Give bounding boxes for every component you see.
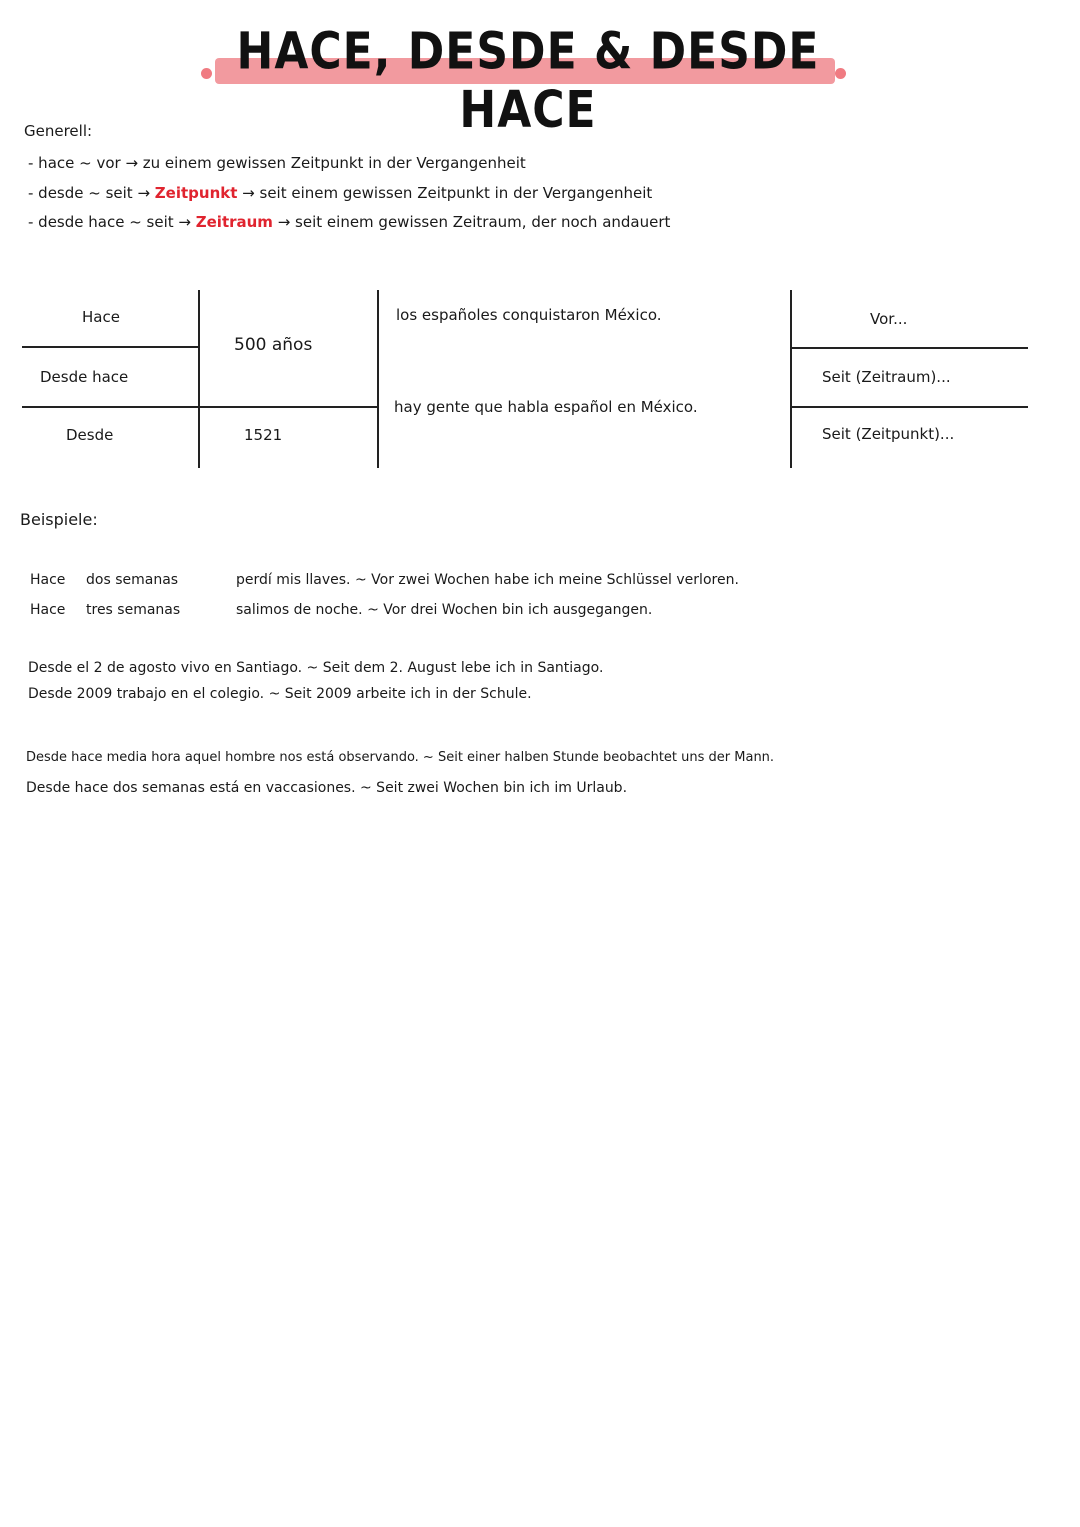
table-divider bbox=[792, 347, 1028, 349]
rule-hace bbox=[28, 154, 526, 172]
rule-text: - hace ~ vor → zu einem gewissen Zeitpunkt in der Vergangenheit bbox=[28, 154, 526, 172]
table-divider bbox=[792, 406, 1028, 408]
example-sentence: salimos de noche. ~ Vor drei Wochen bin ich ausgegangen. bbox=[236, 602, 653, 618]
rule-text: → seit einem gewissen Zeitpunkt in der Vergangenheit bbox=[237, 184, 653, 202]
sentence-desde: hay gente que habla español en México. bbox=[394, 398, 698, 416]
rule-desde bbox=[28, 184, 652, 202]
example-time: tres semanas bbox=[86, 602, 181, 618]
time-value-point: 1521 bbox=[244, 426, 283, 444]
translation-seit-zeitpunkt: Seit (Zeitpunkt)... bbox=[822, 425, 955, 443]
rule-keyword: Zeitpunkt bbox=[154, 184, 238, 202]
row-label-hace: Hace bbox=[82, 308, 120, 326]
time-value-period: 500 años bbox=[234, 335, 313, 355]
title-block bbox=[195, 22, 855, 140]
example-keyword: Hace bbox=[30, 572, 66, 588]
example-desde-hace: Desde hace media hora aquel hombre nos está observando. ~ Seit einer halben Stunde beobachtet uns der Mann. bbox=[26, 750, 775, 765]
example-desde: Desde el 2 de agosto vivo en Santiago. ~ Seit dem 2. August lebe ich in Santiago. bbox=[28, 660, 604, 676]
table-divider bbox=[22, 406, 378, 408]
example-time: dos semanas bbox=[86, 572, 179, 588]
bullet-dot-icon bbox=[835, 68, 846, 79]
rule-desde-hace bbox=[28, 213, 670, 231]
rule-text: → seit einem gewissen Zeitraum, der noch andauert bbox=[272, 213, 671, 231]
rule-text: - desde hace ~ seit → bbox=[28, 213, 196, 231]
page-title: HACE, DESDE & DESDE HACE bbox=[236, 22, 820, 140]
row-label-desde: Desde bbox=[66, 426, 114, 444]
rule-text: - desde ~ seit → bbox=[28, 184, 155, 202]
translation-vor: Vor... bbox=[870, 310, 908, 328]
example-desde: Desde 2009 trabajo en el colegio. ~ Seit 2009 arbeite ich in der Schule. bbox=[28, 686, 532, 702]
table-column-line bbox=[198, 290, 200, 468]
example-sentence: perdí mis llaves. ~ Vor zwei Wochen habe ich meine Schlüssel verloren. bbox=[236, 572, 739, 588]
sentence-hace: los españoles conquistaron México. bbox=[396, 306, 662, 324]
example-keyword: Hace bbox=[30, 602, 66, 618]
example-hace bbox=[30, 572, 739, 588]
row-label-desde-hace: Desde hace bbox=[40, 368, 129, 386]
generell-heading: Generell: bbox=[24, 122, 93, 140]
example-hace bbox=[30, 602, 652, 618]
translation-seit-zeitraum: Seit (Zeitraum)... bbox=[822, 368, 951, 386]
table-column-line bbox=[377, 290, 379, 468]
examples-heading: Beispiele: bbox=[20, 510, 98, 529]
table-column-line bbox=[790, 290, 792, 468]
example-desde-hace: Desde hace dos semanas está en vaccasiones. ~ Seit zwei Wochen bin ich im Urlaub. bbox=[26, 780, 628, 796]
bullet-dot-icon bbox=[201, 68, 212, 79]
rule-keyword: Zeitraum bbox=[195, 213, 273, 231]
table-divider bbox=[22, 346, 200, 348]
